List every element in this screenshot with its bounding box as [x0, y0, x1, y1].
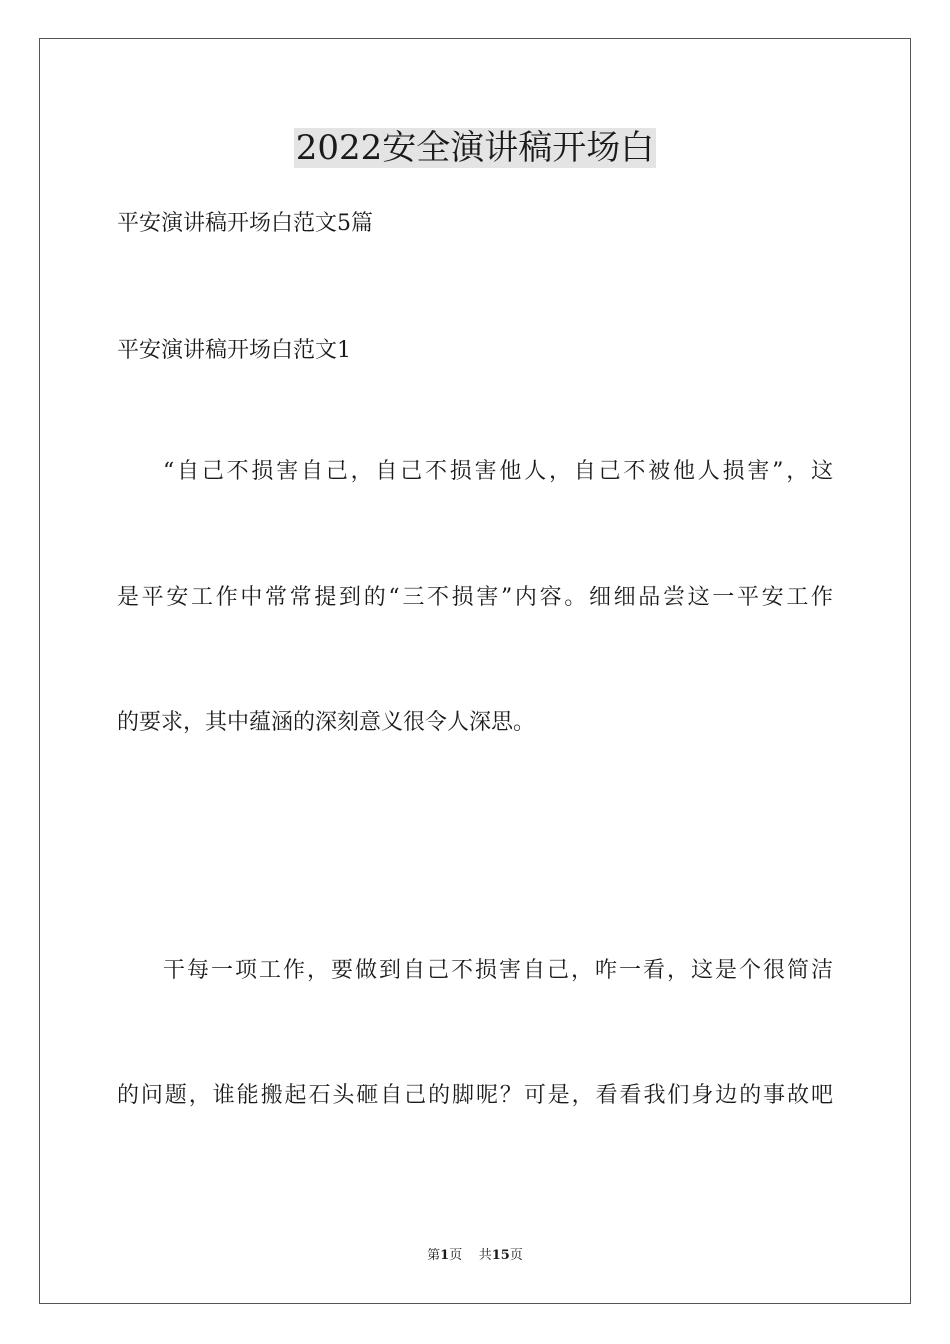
- paragraph-line: “自己不损害自己，自己不损害他人，自己不被他人损害”，这: [163, 459, 833, 484]
- page-footer: [0, 1246, 950, 1266]
- total-pages: 15: [491, 1248, 510, 1263]
- section-heading: 平安演讲稿开场白范文1: [117, 338, 351, 363]
- paragraph-line: 的要求，其中蕴涵的深刻意义很令人深思。: [117, 710, 536, 735]
- paragraph-line: 是平安工作中常常提到的“三不损害”内容。细细品尝这一平安工作: [117, 585, 833, 610]
- document-title: [0, 126, 950, 170]
- page-prefix: 第: [427, 1248, 441, 1263]
- total-prefix: 共: [478, 1248, 492, 1263]
- paragraph-line: 的问题，谁能搬起石头砸自己的脚呢？可是，看看我们身边的事故吧: [117, 1083, 833, 1108]
- paragraph-line: 干每一项工作，要做到自己不损害自己，咋一看，这是个很简洁: [163, 958, 833, 983]
- document-title-text: 2022安全演讲稿开场白: [295, 128, 655, 168]
- page-number: 1: [440, 1248, 450, 1263]
- document-subtitle: 平安演讲稿开场白范文5篇: [117, 211, 373, 236]
- total-suffix: 页: [509, 1248, 523, 1263]
- page-suffix: 页: [449, 1248, 463, 1263]
